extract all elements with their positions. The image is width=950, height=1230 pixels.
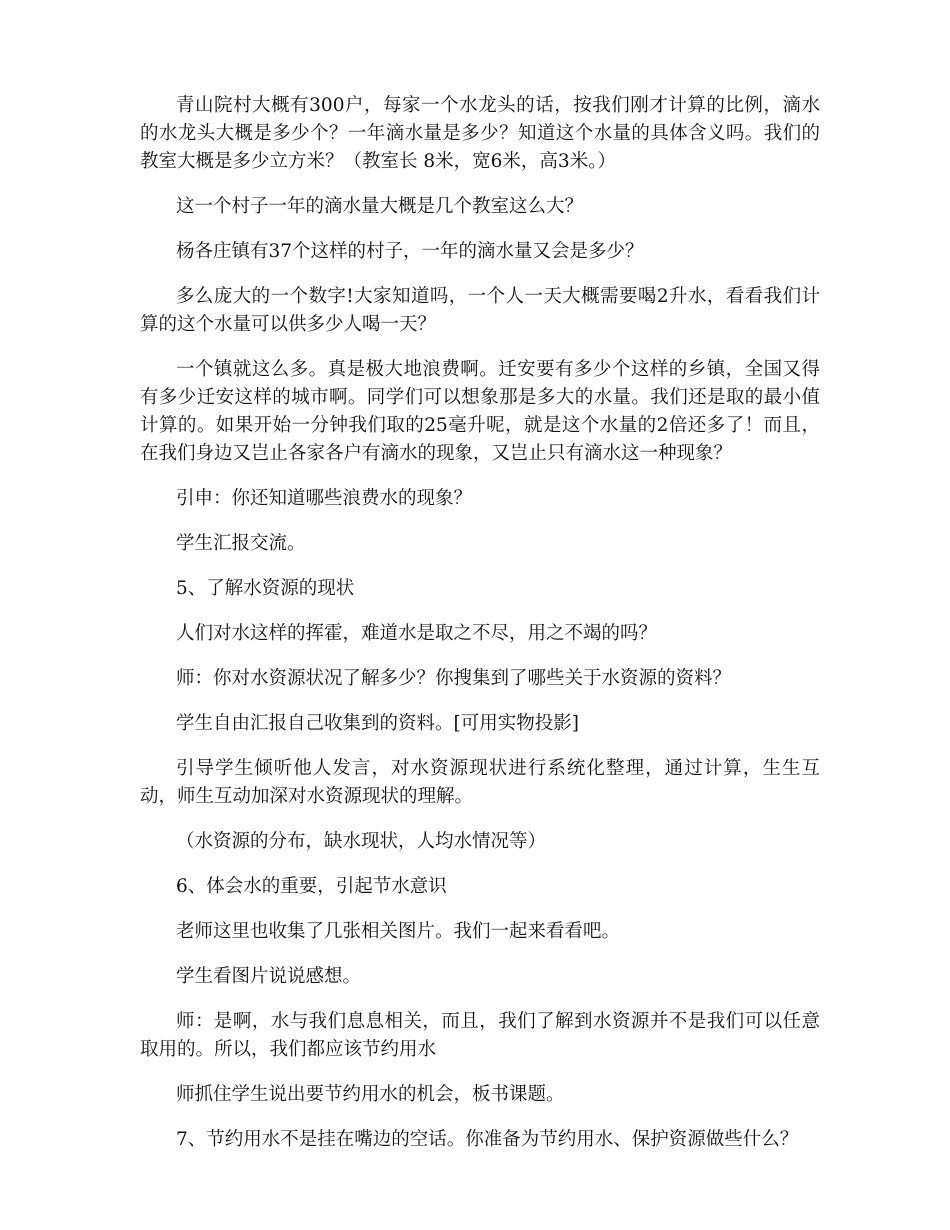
paragraph: 师：是啊，水与我们息息相关，而且，我们了解到水资源并不是我们可以任意取用的。所以，我们都应该节约用水: [140, 1011, 820, 1060]
paragraph: 师抓住学生说出要节约用水的机会，板书课题。: [176, 1084, 565, 1105]
paragraph: 7、节约用水不是挂在嘴边的空话。你准备为节约用水、保护资源做些什么？: [176, 1129, 799, 1150]
document-body: [140, 92, 820, 1171]
paragraph: 杨各庄镇有37个这样的村子，一年的滴水量又会是多少？: [176, 241, 644, 262]
paragraph: 一个镇就这么多。真是极大地浪费啊。迁安要有多少个这样的乡镇，全国又得有多少迁安这样的城市啊。同学们可以想象那是多大的水量。我们还是取的最小值计算的。如果开始一分钟我们取的25毫升呢，就是这个水量的2倍还多了！而且，在我们身边又岂止各家各户有滴水的现象，又岂止只有滴水这一种现象？: [140, 359, 820, 464]
paragraph: 引申：你还知道哪些浪费水的现象？: [176, 488, 473, 509]
section-heading: 5、了解水资源的现状: [176, 578, 355, 599]
paragraph: 这一个村子一年的滴水量大概是几个教室这么大？: [176, 196, 584, 217]
paragraph: 人们对水这样的挥霍，难道水是取之不尽，用之不竭的吗？: [176, 623, 658, 644]
paragraph: 师：你对水资源状况了解多少？你搜集到了哪些关于水资源的资料？: [176, 668, 732, 689]
paragraph: 学生汇报交流。: [176, 533, 306, 554]
paragraph: 老师这里也收集了几张相关图片。我们一起来看看吧。: [176, 921, 621, 942]
section-heading: 6、体会水的重要，引起节水意识: [176, 876, 447, 897]
paragraph: 青山院村大概有300户，每家一个水龙头的话，按我们刚才计算的比例，滴水的水龙头大概是多少个？一年滴水量是多少？知道这个水量的具体含义吗。我们的教室大概是多少立方米？（教室长 8米，宽6米，高3米。）: [140, 95, 820, 172]
paragraph: 学生看图片说说感想。: [176, 966, 362, 987]
paragraph: （水资源的分布，缺水现状，人均水情况等）: [176, 831, 547, 852]
paragraph: 学生自由汇报自己收集到的资料。[可用实物投影]: [176, 713, 579, 734]
paragraph: 多么庞大的一个数字!大家知道吗，一个人一天大概需要喝2升水，看看我们计算的这个水量可以供多少人喝一天？: [140, 286, 820, 335]
paragraph: 引导学生倾听他人发言，对水资源现状进行系统化整理，通过计算，生生互动，师生互动加深对水资源现状的理解。: [140, 758, 820, 807]
